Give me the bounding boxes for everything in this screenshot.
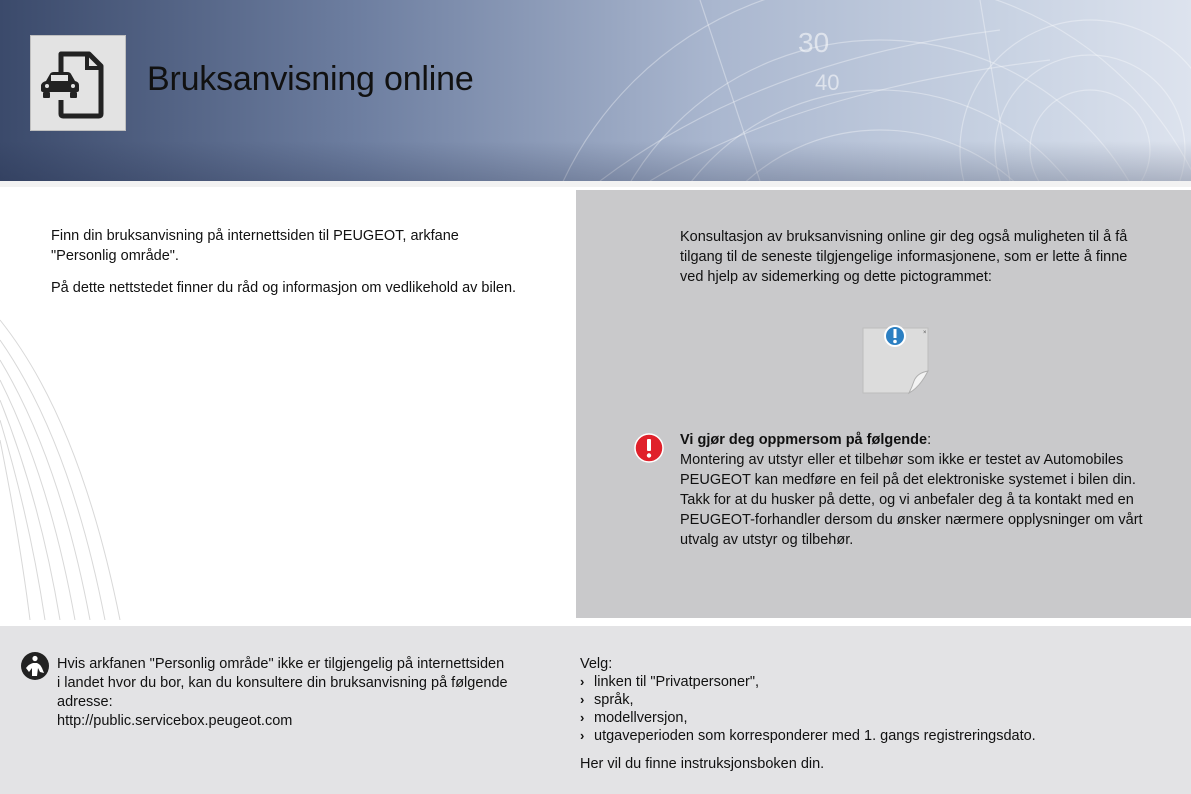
- warning-icon: [634, 433, 664, 463]
- page-info-pictogram-icon: [862, 325, 932, 397]
- warning-notice: [680, 430, 1150, 550]
- selection-steps: [580, 655, 1180, 773]
- help-panel: [0, 626, 1191, 794]
- svg-text:×: ×: [923, 330, 927, 336]
- intro-text-column: [51, 226, 521, 310]
- step-text: linken til "Privatpersoner",: [594, 674, 760, 690]
- warning-title-colon: :: [927, 432, 932, 448]
- list-item: [580, 673, 1180, 691]
- chevron-right-icon: ›: [580, 692, 585, 707]
- header-banner: [0, 0, 1191, 181]
- steps-intro: Velg:: [580, 656, 613, 672]
- list-item: [580, 709, 1180, 727]
- online-info-panel: [576, 190, 1191, 618]
- intro-paragraph-maintenance: På dette nettstedet finner du råd og informasjon om vedlikehold av bilen.: [51, 280, 517, 296]
- intro-paragraph-website: Finn din bruksanvisning på internettsiden til PEUGEOT, arkfane "Personlig område".: [51, 228, 459, 264]
- chevron-right-icon: ›: [580, 710, 585, 725]
- consultation-text: Konsultasjon av bruksanvisning online gir deg også muligheten til å få tilgang til de seneste tilgjengelige informasjonene, som er lette å finne ved hjelp av sidemerking og dette pictogrammet:: [680, 229, 1128, 285]
- steps-list: [580, 673, 1180, 745]
- step-text: utgaveperioden som korresponderer med 1. gangs registreringsdato.: [594, 728, 1036, 744]
- gauge-number-40: 40: [815, 70, 840, 95]
- warning-title: Vi gjør deg oppmersom på følgende: [680, 432, 928, 448]
- warning-text: Montering av utstyr eller et tilbehør som ikke er testet av Automobiles PEUGEOT kan medføre en feil på det elektroniske systemet i bilen din. Takk for at du husker på dette, og vi anbefaler deg å ta kontakt med en PEUGEOT-forhandler dersom du ønsker nærmere opplysninger om vårt utvalg av utstyr og tilbehør.: [680, 452, 1143, 548]
- list-item: [580, 691, 1180, 709]
- alternate-access-line: adresse:: [57, 694, 113, 710]
- servicebox-url: http://public.servicebox.peugeot.com: [57, 713, 293, 729]
- step-text: modellversjon,: [594, 710, 688, 726]
- page-title: Bruksanvisning online: [147, 60, 474, 98]
- steps-outro: Her vil du finne instruksjonsboken din.: [580, 756, 825, 772]
- step-text: språk,: [594, 692, 634, 708]
- decorative-swirl-lines: [0, 300, 130, 620]
- gauge-number-30: 30: [798, 27, 830, 58]
- car-document-icon: [30, 35, 126, 131]
- chevron-right-icon: ›: [580, 674, 585, 689]
- alternate-access-text: [57, 655, 547, 731]
- info-hand-icon: [20, 651, 50, 681]
- chevron-right-icon: ›: [580, 728, 585, 743]
- list-item: [580, 727, 1180, 745]
- alternate-access-line: Hvis arkfanen "Personlig område" ikke er tilgjengelig på internettsiden: [57, 656, 505, 672]
- alternate-access-line: i landet hvor du bor, kan du konsultere din bruksanvisning på følgende: [57, 675, 508, 691]
- header-separator: [0, 181, 1191, 187]
- header-shade: [0, 141, 1191, 181]
